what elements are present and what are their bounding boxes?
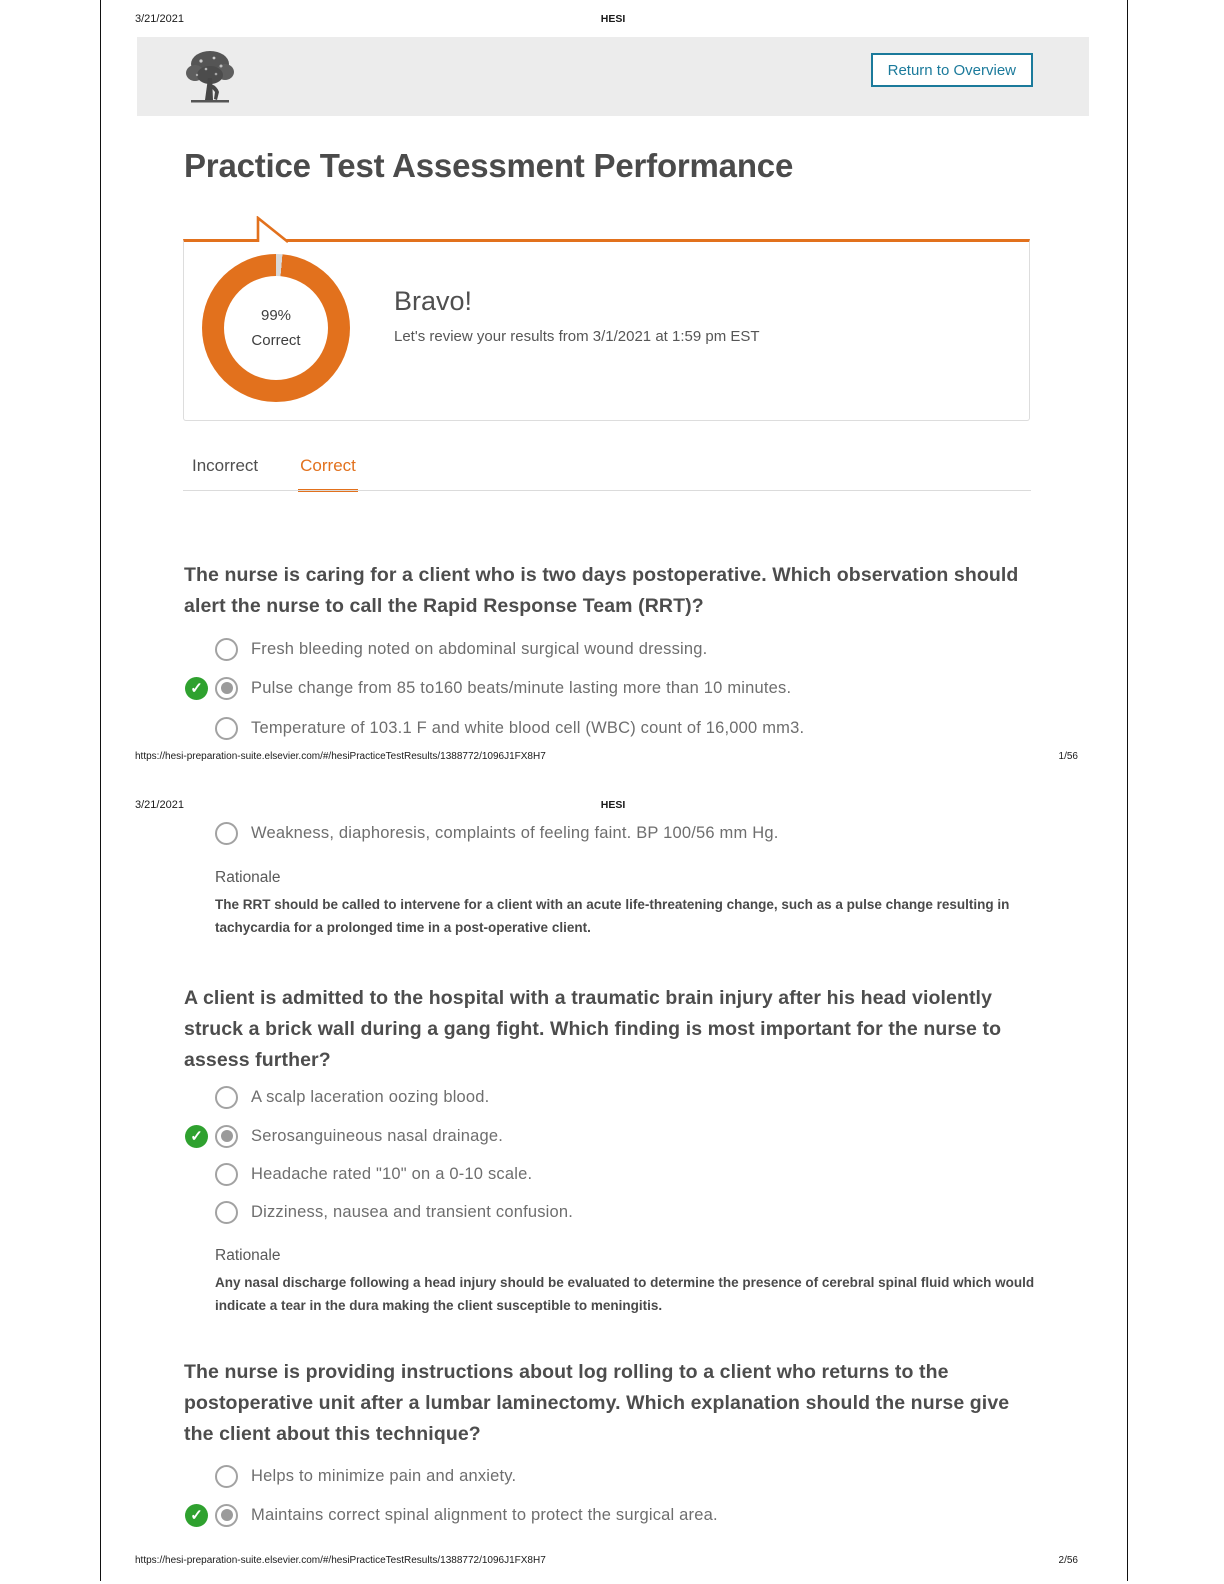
question-1-option-2 [185,676,791,700]
summary-subtitle: Let's review your results from 3/1/2021 at 1:59 pm EST [394,328,760,345]
question-2-option-2 [185,1124,503,1148]
option-label: Fresh bleeding noted on abdominal surgical wound dressing. [251,639,708,658]
answer-mark-slot [185,821,215,845]
radio-button[interactable] [215,1163,238,1186]
print-app-name: HESI [600,13,626,25]
question-1-option-1 [185,637,707,661]
summary-card [183,239,1030,421]
question-1-text: The nurse is caring for a client who is two days postoperative. Which observation should alert the nurse to call the Rapid Response Team (RRT)? [184,564,1019,617]
summary-text-block [394,286,760,345]
tab-incorrect[interactable]: Incorrect [192,456,259,475]
option-label: Temperature of 103.1 F and white blood cell (WBC) count of 16,000 mm3. [251,718,805,737]
correct-check-icon: ✓ [185,1125,208,1148]
score-donut-chart [202,254,350,402]
option-label: Headache rated "10" on a 0-10 scale. [251,1164,533,1183]
answer-mark-slot [185,1162,215,1186]
return-to-overview-button[interactable]: Return to Overview [871,53,1033,87]
tab-correct[interactable]: Correct [298,456,358,492]
radio-button-selected[interactable] [215,677,238,700]
score-caption: Correct [251,332,301,349]
question-2-option-3 [185,1162,532,1186]
radio-button-selected[interactable] [215,1504,238,1527]
answer-mark-slot [185,1503,215,1527]
print-date: 3/21/2021 [135,13,184,25]
rationale-label: Rationale [215,869,281,886]
footer-page-number: 2/56 [1058,1555,1078,1566]
answer-mark-slot [185,716,215,740]
footer-url: https://hesi-preparation-suite.elsevier.com/#/hesiPracticeTestResults/1388772/1096J1FX8H7 [135,1555,546,1566]
correct-check-icon: ✓ [185,677,208,700]
radio-button[interactable] [215,1201,238,1224]
radio-button[interactable] [215,638,238,661]
results-tabs [183,456,1031,492]
option-label: A scalp laceration oozing blood. [251,1087,490,1106]
card-notch [256,216,290,243]
answer-mark-slot [185,1200,215,1224]
question-2-option-4 [185,1200,573,1224]
radio-button[interactable] [215,1086,238,1109]
answer-mark-slot [185,637,215,661]
option-label: Helps to minimize pain and anxiety. [251,1466,517,1485]
score-donut-center [224,276,328,380]
rationale-label: Rationale [215,1247,281,1264]
radio-button-selected[interactable] [215,1125,238,1148]
question-1-rationale: The RRT should be called to intervene for a client with an acute life-threatening change, such as a pulse change resulting in tachycardia for a prolonged time in a post-operative client. [215,897,1010,935]
option-label: Weakness, diaphoresis, complaints of feeling faint. BP 100/56 mm Hg. [251,823,779,842]
elsevier-tree-logo [183,48,237,106]
correct-check-icon: ✓ [185,1504,208,1527]
question-2-option-1 [185,1085,489,1109]
print-date: 3/21/2021 [135,799,184,811]
question-2-rationale: Any nasal discharge following a head injury should be evaluated to determine the presence of cerebral spinal fluid which would indicate a tear in the dura making the client susceptible to meningitis. [215,1275,1035,1313]
page-2-footer [135,1555,1078,1566]
radio-button[interactable] [215,822,238,845]
app-header-bar [137,37,1089,116]
question-1-option-4 [185,821,779,845]
option-label: Pulse change from 85 to160 beats/minute lasting more than 10 minutes. [251,678,792,697]
page-1-footer [135,751,1078,762]
score-percent: 99% [260,307,292,324]
print-app-name: HESI [600,799,626,811]
summary-greeting: Bravo! [394,286,473,316]
footer-page-number: 1/56 [1058,751,1078,762]
option-label: Dizziness, nausea and transient confusion. [251,1202,574,1221]
question-3-text: The nurse is providing instructions about log rolling to a client who returns to the postoperative unit after a lumbar laminectomy. Which explanation should the nurse give the client about this technique? [184,1361,1010,1445]
question-3-option-1 [185,1464,516,1488]
tabs-divider [183,490,1031,491]
option-label: Maintains correct spinal alignment to protect the surgical area. [251,1505,718,1524]
answer-mark-slot [185,1124,215,1148]
answer-mark-slot [185,1464,215,1488]
page-frame [100,0,1128,1581]
footer-url: https://hesi-preparation-suite.elsevier.com/#/hesiPracticeTestResults/1388772/1096J1FX8H7 [135,751,546,762]
answer-mark-slot [185,676,215,700]
question-1-option-3 [185,716,804,740]
answer-mark-slot [185,1085,215,1109]
question-2-text: A client is admitted to the hospital with a traumatic brain injury after his head violently struck a brick wall during a gang fight. Which finding is most important for the nurse to assess further? [184,987,1002,1071]
radio-button[interactable] [215,1465,238,1488]
radio-button[interactable] [215,717,238,740]
option-label: Serosanguineous nasal drainage. [251,1126,504,1145]
page-title: Practice Test Assessment Performance [184,147,794,184]
question-3-option-2 [185,1503,718,1527]
